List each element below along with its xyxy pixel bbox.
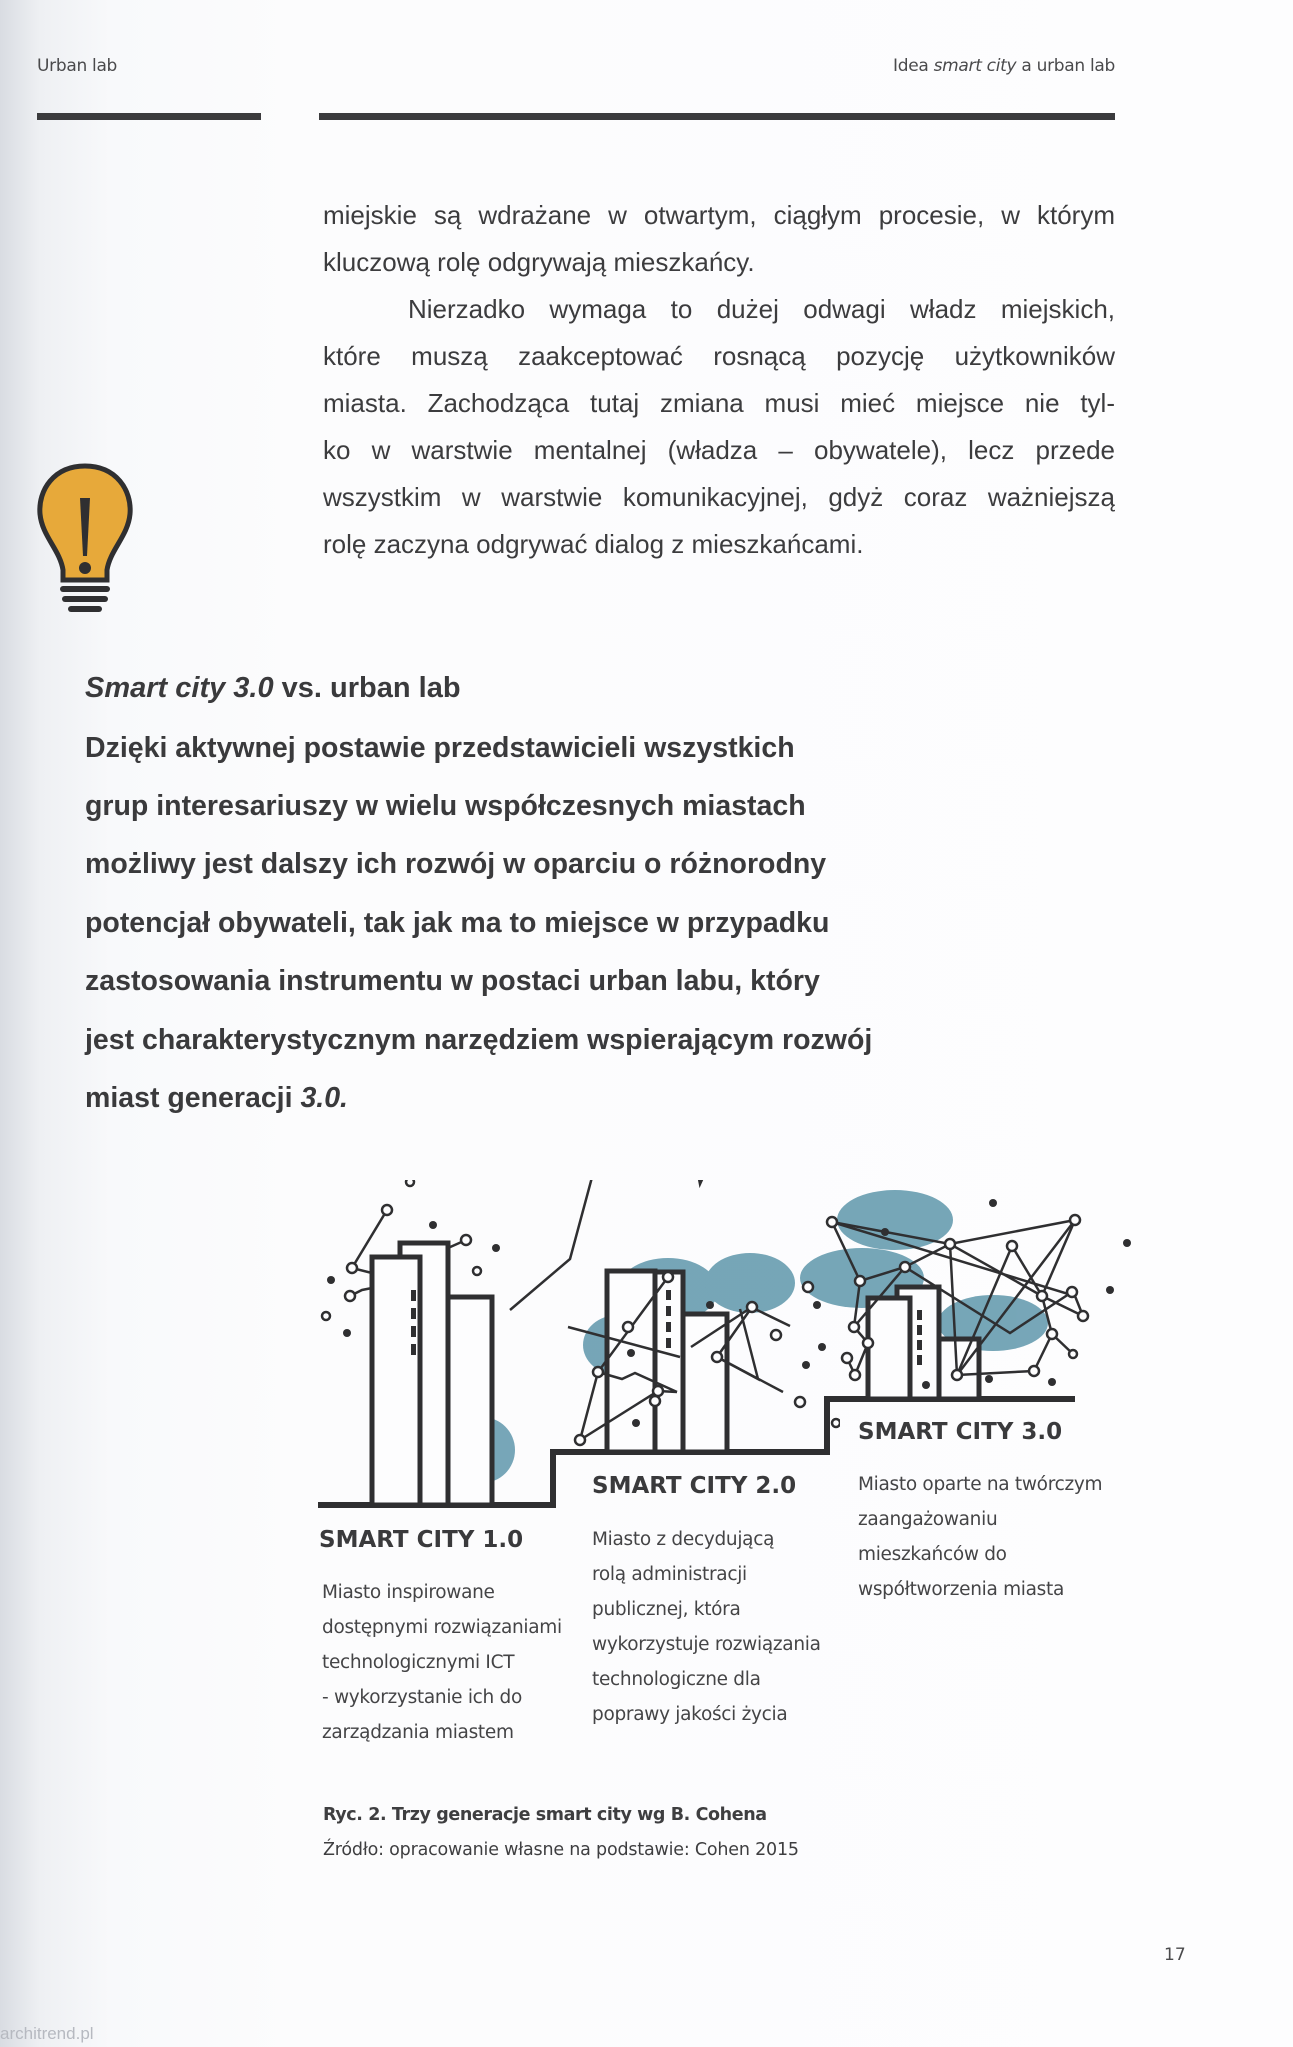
- section-heading: [85, 672, 461, 705]
- lead-line: możliwy jest dalszy ich rozwój w oparciu o różnorodny: [85, 848, 827, 880]
- desc-line: mieszkańców do: [858, 1544, 1007, 1565]
- generation-title-2-0: SMART CITY 2.0: [592, 1473, 797, 1499]
- lead-line: jest charakterystycznym narzędziem wspierającym rozwój: [85, 1024, 873, 1056]
- desc-line: rolą administracji: [592, 1564, 747, 1585]
- header-right-suffix: a urban lab: [1016, 56, 1115, 76]
- running-header-left: Urban lab: [37, 56, 118, 76]
- lead-last-prefix: miast generacji: [85, 1082, 301, 1114]
- heading-rest: vs. urban lab: [273, 672, 461, 704]
- watermark: architrend.pl: [0, 2024, 94, 2043]
- body-line: wszystkim w warstwie komunikacyjnej, gdyż coraz ważniejszą: [323, 482, 1115, 512]
- body-line: które muszą zaakceptować rosnącą pozycję użytkowników: [323, 341, 1115, 371]
- desc-line: współtworzenia miasta: [858, 1579, 1064, 1600]
- body-line: Nierzadko wymaga to dużej odwagi władz miejskich,: [408, 294, 1115, 324]
- lead-line: grup interesariuszy w wielu współczesnych miastach: [85, 790, 806, 822]
- generation-desc-2-0: [592, 1522, 821, 1732]
- body-line: ko w warstwie mentalnej (władza – obywatele), lecz przede: [323, 435, 1115, 465]
- desc-line: technologiczne dla: [592, 1669, 761, 1690]
- lead-line: Dzięki aktywnej postawie przedstawicieli wszystkich: [85, 732, 795, 764]
- desc-line: zarządzania miastem: [322, 1722, 514, 1743]
- running-header-right: [893, 56, 1115, 76]
- body-line: miejskie są wdrażane w otwartym, ciągłym procesie, w którym: [323, 200, 1115, 230]
- desc-line: publicznej, która: [592, 1599, 741, 1620]
- buildings-1-0: [372, 1243, 492, 1505]
- generation-desc-1-0: [322, 1575, 562, 1750]
- desc-line: Miasto oparte na twórczym: [858, 1474, 1103, 1495]
- header-rule-right: [319, 113, 1115, 120]
- desc-line: Miasto z decydującą: [592, 1529, 775, 1550]
- desc-line: dostępnymi rozwiązaniami: [322, 1617, 562, 1638]
- desc-line: - wykorzystanie ich do: [322, 1687, 523, 1708]
- lead-last-italic: 3.0.: [300, 1082, 348, 1114]
- lead-line: potencjał obywateli, tak jak ma to miejsce w przypadku: [85, 907, 830, 939]
- desc-line: poprawy jakości życia: [592, 1704, 788, 1725]
- header-rule-left: [37, 113, 261, 120]
- desc-line: wykorzystuje rozwiązania: [592, 1634, 821, 1655]
- lightbulb-exclamation-icon: [30, 458, 140, 618]
- desc-line: Miasto inspirowane: [322, 1582, 495, 1603]
- header-right-italic: smart city: [933, 56, 1017, 76]
- desc-line: technologicznymi ICT: [322, 1652, 515, 1673]
- header-right-prefix: Idea: [892, 56, 934, 76]
- body-line: rolę zaczyna odgrywać dialog z mieszkańcami.: [323, 529, 864, 559]
- figure-source: Źródło: opracowanie własne na podstawie: Cohen 2015: [323, 1840, 799, 1860]
- page-number: 17: [1164, 1945, 1186, 1965]
- body-line: miasta. Zachodząca tutaj zmiana musi mieć miejsce nie tyl-: [323, 388, 1115, 418]
- figure-caption: Ryc. 2. Trzy generacje smart city wg B. Cohena: [323, 1805, 767, 1825]
- body-line: kluczową rolę odgrywają mieszkańcy.: [323, 247, 755, 277]
- desc-line: zaangażowaniu: [858, 1509, 998, 1530]
- generation-title-3-0: SMART CITY 3.0: [858, 1419, 1063, 1445]
- lead-line: zastosowania instrumentu w postaci urban labu, który: [85, 965, 820, 997]
- network-2-0: [560, 1265, 840, 1455]
- generation-title-1-0: SMART CITY 1.0: [319, 1527, 524, 1553]
- lead-line: [85, 1082, 348, 1115]
- generation-desc-3-0: [858, 1467, 1102, 1607]
- heading-italic: Smart city 3.0: [85, 672, 274, 704]
